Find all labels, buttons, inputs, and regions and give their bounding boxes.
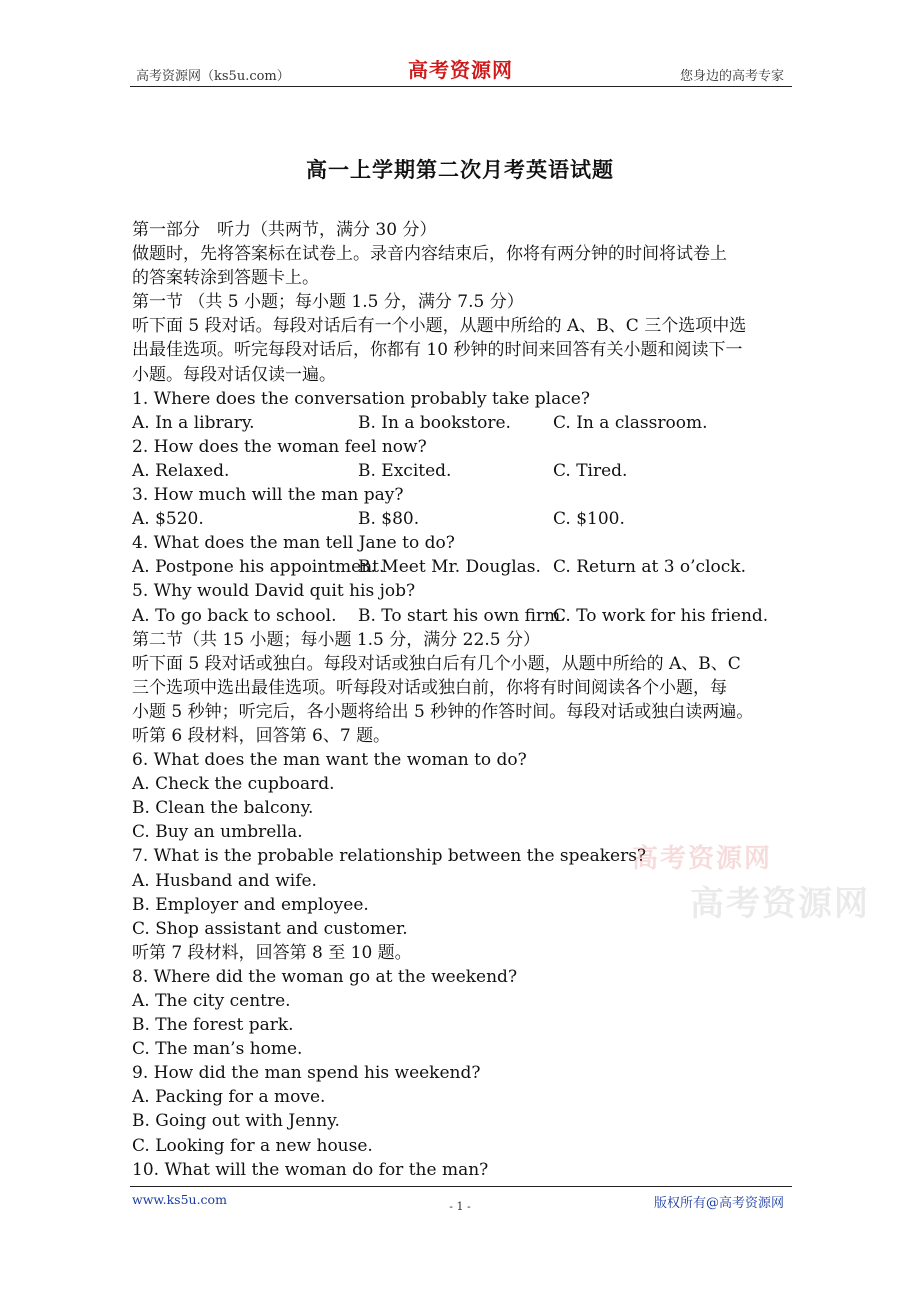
question-9: 9. How did the man spend his weekend? xyxy=(132,1063,481,1084)
section1-instruction: 小题。每段对话仅读一遍。 xyxy=(132,364,336,385)
option-b: B. To start his own firm. xyxy=(358,605,566,626)
option-a: A. Relaxed. xyxy=(132,460,230,481)
option-c: C. Looking for a new house. xyxy=(132,1135,373,1156)
section2-instruction: 小题 5 秒钟；听完后，各小题将给出 5 秒钟的作答时间。每段对话或独白读两遍。 xyxy=(132,701,754,722)
part1-instruction: 的答案转涂到答题卡上。 xyxy=(132,268,319,289)
option-a: A. Check the cupboard. xyxy=(132,774,335,795)
part1-instruction: 做题时，先将答案标在试卷上。录音内容结束后，你将有两分钟的时间将试卷上 xyxy=(132,244,727,265)
option-a: A. Postpone his appointment. xyxy=(132,557,385,578)
options-row-3 xyxy=(132,507,792,531)
page-number: - 1 - xyxy=(449,1200,471,1213)
document-body xyxy=(132,218,792,1182)
page-header xyxy=(130,56,792,87)
question-5: 5. Why would David quit his job? xyxy=(132,581,416,602)
option-b: B. In a bookstore. xyxy=(358,412,511,433)
section2-instruction: 三个选项中选出最佳选项。听每段对话或独白前，你将有时间阅读各个小题，每 xyxy=(132,677,727,698)
material-7-note: 听第 7 段材料，回答第 8 至 10 题。 xyxy=(132,942,412,963)
question-3: 3. How much will the man pay? xyxy=(132,485,404,506)
option-a: A. The city centre. xyxy=(132,991,291,1011)
option-a: A. In a library. xyxy=(132,412,255,433)
watermark-logo: 高考资源网 xyxy=(632,844,773,874)
option-c: C. In a classroom. xyxy=(553,412,708,433)
options-row-5 xyxy=(132,604,792,628)
question-8: 8. Where did the woman go at the weekend? xyxy=(132,966,518,987)
option-b: B. Employer and employee. xyxy=(132,894,369,915)
option-c: C. Tired. xyxy=(553,460,628,481)
section2-heading: 第二节（共 15 小题；每小题 1.5 分，满分 22.5 分） xyxy=(132,629,540,650)
option-a: A. To go back to school. xyxy=(132,605,337,626)
option-b: B. Excited. xyxy=(358,460,452,481)
options-row-1 xyxy=(132,411,792,435)
option-b: B. Clean the balcony. xyxy=(132,798,314,819)
question-7: 7. What is the probable relationship between the speakers? xyxy=(132,846,647,867)
question-2: 2. How does the woman feel now? xyxy=(132,436,427,457)
watermark-logo: 高考资源网 xyxy=(690,884,870,924)
question-6: 6. What does the man want the woman to do? xyxy=(132,750,527,771)
section1-heading: 第一节 （共 5 小题；每小题 1.5 分，满分 7.5 分） xyxy=(132,292,524,313)
question-1: 1. Where does the conversation probably take place? xyxy=(132,388,590,409)
option-b: B. The forest park. xyxy=(132,1015,294,1036)
question-10: 10. What will the woman do for the man? xyxy=(132,1159,489,1180)
option-b: B. Going out with Jenny. xyxy=(132,1111,340,1132)
material-6-note: 听第 6 段材料，回答第 6、7 题。 xyxy=(132,725,391,746)
footer-link[interactable]: www.ks5u.com xyxy=(132,1192,227,1207)
option-c: C. Shop assistant and customer. xyxy=(132,918,408,939)
options-row-4 xyxy=(132,555,792,579)
option-b: B. $80. xyxy=(358,509,420,530)
section1-instruction: 听下面 5 段对话。每段对话后有一个小题，从题中所给的 A、B、C 三个选项中选 xyxy=(132,316,747,337)
option-b: B. Meet Mr. Douglas. xyxy=(358,557,541,578)
option-a: A. Packing for a move. xyxy=(132,1087,326,1108)
part1-heading: 第一部分 听力（共两节，满分 30 分） xyxy=(132,220,437,240)
section1-instruction: 出最佳选项。听完每段对话后，你都有 10 秒钟的时间来回答有关小题和阅读下一 xyxy=(132,340,743,361)
option-c: C. To work for his friend. xyxy=(553,605,769,626)
option-c: C. The man’s home. xyxy=(132,1039,303,1060)
options-row-2 xyxy=(132,459,792,483)
option-a: A. Husband and wife. xyxy=(132,870,317,891)
footer-copyright: 版权所有@高考资源网 xyxy=(653,1196,784,1211)
option-c: C. $100. xyxy=(553,509,625,530)
question-4: 4. What does the man tell Jane to do? xyxy=(132,533,455,554)
section2-instruction: 听下面 5 段对话或独白。每段对话或独白后有几个小题，从题中所给的 A、B、C xyxy=(132,653,741,674)
header-logo: 高考资源网 xyxy=(408,58,513,82)
option-c: C. Buy an umbrella. xyxy=(132,822,303,843)
page-title: 高一上学期第二次月考英语试题 xyxy=(306,157,614,182)
option-c: C. Return at 3 o’clock. xyxy=(553,557,746,578)
header-site-name: 高考资源网（ks5u.com） xyxy=(136,69,290,84)
header-slogan: 您身边的高考专家 xyxy=(679,69,784,84)
option-a: A. $520. xyxy=(132,509,204,530)
page-footer xyxy=(130,1186,792,1211)
